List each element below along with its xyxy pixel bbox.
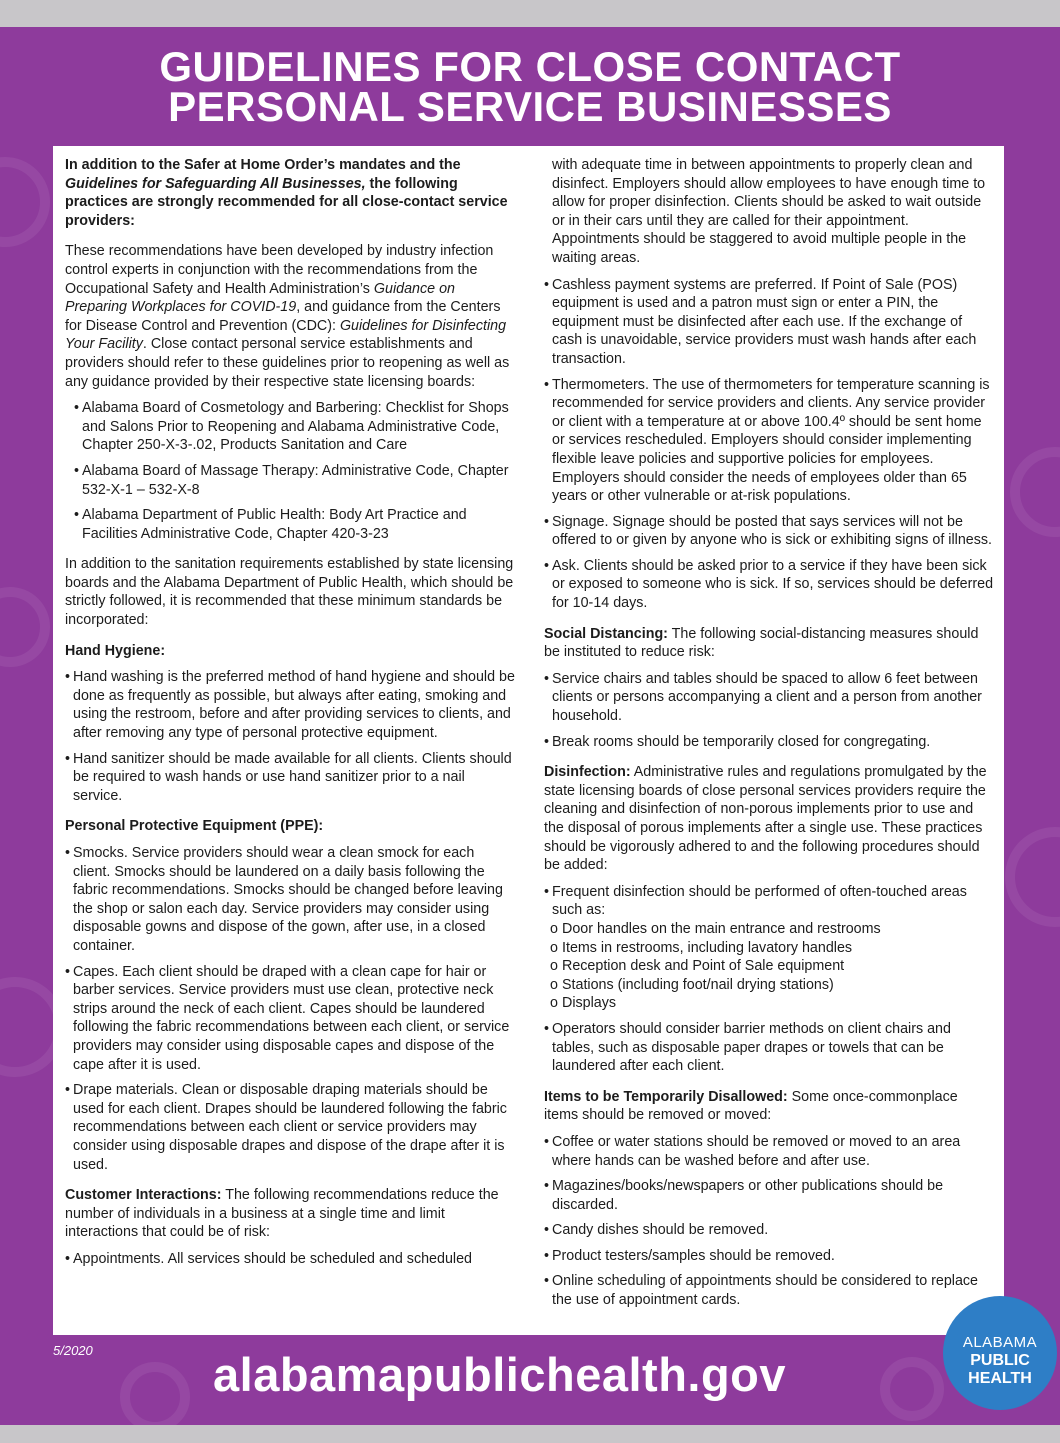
board-item: • Alabama Department of Public Health: Body Art Practice and Facilities Administrative Code, Chapter 420-3-23 — [74, 506, 515, 543]
disallowed-paragraph: Items to be Temporarily Disallowed: Some once-commonplace items should be removed or moved: — [544, 1088, 958, 1124]
content-panel — [53, 146, 1004, 1335]
appointments-continued: with adequate time in between appointments to properly clean and disinfect. Employers should allow employees to have enough time to allow for proper disinfection. Clients should be asked to wait outside or in their cars until they are called for their appointment. Appointments should be staggered to avoid multiple people in the waiting areas. — [552, 157, 986, 266]
hand-hygiene-item: • Hand sanitizer should be made available for all clients. Clients should be required to wash hands or use hand sanitizer prior to a nail service. — [65, 750, 515, 806]
title-line-2: PERSONAL SERVICE BUSINESSES — [168, 83, 892, 130]
title-line-1: GUIDELINES FOR CLOSE CONTACT — [159, 43, 901, 90]
logo-line-2: PUBLIC — [970, 1352, 1030, 1369]
disallowed-item: • Magazines/books/newspapers or other publications should be discarded. — [544, 1177, 994, 1214]
ppe-item: • Smocks. Service providers should wear a clean smock for each client. Smocks should be laundered on a daily basis following the fabric recommendations. Smocks should be changed before leaving the shop or salon each day. Service providers may consider using disposable gowns and dispose of the gown, after use, in a closed container. — [65, 844, 515, 956]
hand-hygiene-heading: Hand Hygiene: — [65, 642, 166, 659]
virus-decoration — [880, 1357, 944, 1421]
customer-interactions-paragraph: Customer Interactions: The following recommendations reduce the number of individuals in a business at a single time and limit interactions that could be of risk: — [65, 1187, 499, 1241]
ppe-item: • Drape materials. Clean or disposable draping materials should be used for each client. Drapes should be laundered following the fabric recommendations between each client or service providers may consider using disposable drapes and dispose of the drape after it is used. — [65, 1081, 515, 1174]
logo-line-3: HEALTH — [968, 1370, 1032, 1387]
social-distancing-paragraph: Social Distancing: The following social-distancing measures should be instituted to reduce risk: — [544, 625, 979, 661]
website-url[interactable]: alabamapublichealth.gov — [213, 1348, 787, 1401]
virus-decoration — [120, 1362, 190, 1425]
virus-decoration — [1005, 827, 1060, 927]
customer-item: • Thermometers. The use of thermometers for temperature scanning is recommended for service providers and clients. Any service provider or client with a temperature at or above 100.4º should be sent home or services rescheduled. Employers should consider implementing flexible leave policies and supportive policies for employees. Employers should consider the needs of employees older than 65 years or other vulnerable or at-risk populations. — [544, 376, 994, 506]
disinfection-item: • Operators should consider barrier methods on client chairs and tables, such as disposable paper drapes or towels that can be laundered after each client. — [544, 1020, 994, 1076]
disinfection-subitem: o Stations (including foot/nail drying stations) — [550, 976, 994, 995]
adph-logo — [943, 1296, 1057, 1410]
sanitation-paragraph: In addition to the sanitation requirements established by state licensing boards and the Alabama Department of Public Health, which should be strictly followed, it is recommended that these minimum standards be incorporated: — [65, 556, 514, 629]
intro-paragraph: In addition to the Safer at Home Order’s mandates and the Guidelines for Safeguarding All Businesses, the following practices are strongly recommended for all close-contact service providers: — [65, 157, 508, 229]
left-column — [65, 156, 515, 1275]
customer-item: • Cashless payment systems are preferred. If Point of Sale (POS) equipment is used and a patron must sign or enter a PIN, the equipment must be disinfected after each use. If the exchange of cash is unavoidable, service providers must wash hands after each transaction. — [544, 276, 994, 369]
ppe-item: • Capes. Each client should be draped with a clean cape for hair or barber services. Service providers must use clean, protective neck strips around the neck of each client. Capes should be laundered following the fabric recommendations between each client, or service providers may consider using disposable capes and dispose of the cape after it is used. — [65, 963, 515, 1075]
page-title — [0, 43, 1060, 130]
board-item: • Alabama Board of Cosmetology and Barbering: Checklist for Shops and Salons Prior to Reopening and Alabama Administrative Code, Chapter 250-X-3-.02, Products Sanitation and Care — [74, 399, 515, 455]
recommendations-paragraph: These recommendations have been developed by industry infection control experts in conjunction with the recommendations from the Occupational Safety and Health Administration’s Guidance on Preparing Workplaces for COVID-19, and guidance from the Centers for Disease Control and Prevention (CDC): Guidelines for Disinfecting Your Facility. Close contact personal service establishments and providers should refer to these guidelines prior to reopening as well as any guidance provided by their respective state licensing boards: — [65, 243, 510, 390]
disinfection-subitem: o Items in restrooms, including lavatory handles — [550, 939, 994, 958]
disallowed-item: • Candy dishes should be removed. — [544, 1221, 994, 1240]
virus-decoration — [0, 157, 50, 247]
customer-item: • Ask. Clients should be asked prior to a service if they have been sick or exposed to someone who is sick. If so, services should be deferred for 10-14 days. — [544, 557, 994, 613]
hand-hygiene-item: • Hand washing is the preferred method of hand hygiene and should be done as frequently as possible, but always after eating, smoking and using the restroom, before and after providing services to clients, and after removing any type of personal protective equipment. — [65, 668, 515, 742]
disallowed-item: • Coffee or water stations should be removed or moved to an area where hands can be washed before and after use. — [544, 1133, 994, 1170]
virus-decoration — [0, 587, 50, 667]
right-column — [544, 156, 994, 1317]
flyer — [0, 27, 1060, 1425]
social-distancing-item: • Service chairs and tables should be spaced to allow 6 feet between clients or persons accompanying a client and a person from another household. — [544, 670, 994, 726]
disinfection-subitem: o Door handles on the main entrance and restrooms — [550, 920, 994, 939]
ppe-heading: Personal Protective Equipment (PPE): — [65, 818, 324, 835]
appointments-item: • Appointments. All services should be scheduled and scheduled — [65, 1250, 515, 1269]
logo-line-1: ALABAMA — [962, 1334, 1038, 1351]
disallowed-item: • Product testers/samples should be removed. — [544, 1247, 994, 1266]
disinfection-subitems — [550, 920, 994, 1013]
disinfection-item: • Frequent disinfection should be performed of often-touched areas such as: o Door handles on the main entrance and restrooms o Items in restrooms, including lavatory handles o Reception desk and Point of Sale equipment o Stations (including foot/nail drying stations) o Displays — [544, 883, 994, 1013]
disallowed-item: • Online scheduling of appointments should be considered to replace the use of appointment cards. — [544, 1272, 994, 1309]
board-item: • Alabama Board of Massage Therapy: Administrative Code, Chapter 532-X-1 – 532-X-8 — [74, 462, 515, 499]
disinfection-paragraph: Disinfection: Administrative rules and regulations promulgated by the state licensing boards of close personal services providers require the cleaning and disinfection of non-porous implements prior to use and the disposal of porous implements after a single use. These practices should be vigorously adhered to and the following procedures should be added: — [544, 764, 987, 874]
disinfection-subitem: o Displays — [550, 994, 994, 1013]
customer-item: • Signage. Signage should be posted that says services will not be offered to or given by anyone who is sick or exhibiting signs of illness. — [544, 513, 994, 550]
social-distancing-item: • Break rooms should be temporarily closed for congregating. — [544, 733, 994, 752]
virus-decoration — [1010, 447, 1060, 537]
disinfection-subitem: o Reception desk and Point of Sale equipment — [550, 957, 994, 976]
publication-date: 5/2020 — [53, 1343, 93, 1358]
